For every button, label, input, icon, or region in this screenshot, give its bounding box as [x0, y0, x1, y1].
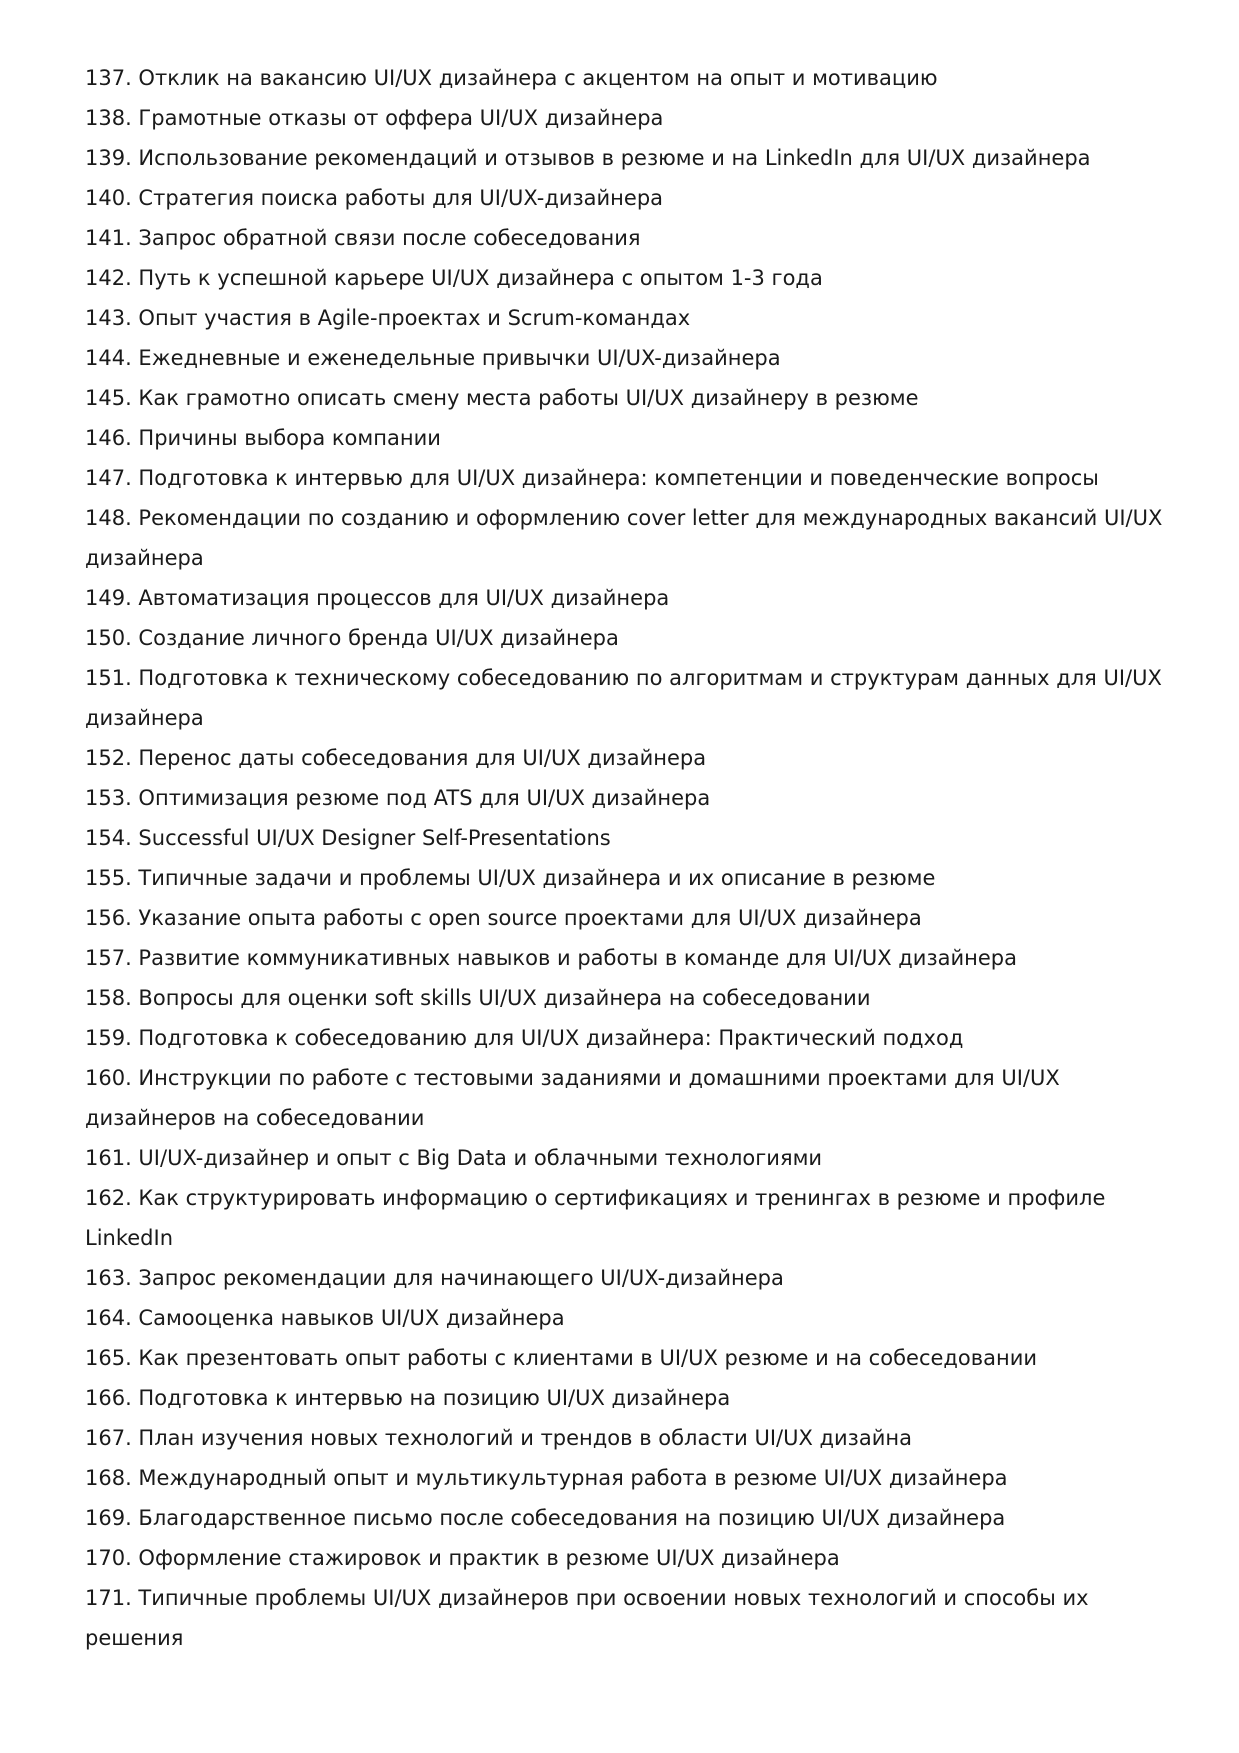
- list-item: 151. Подготовка к техническому собеседованию по алгоритмам и структурам данных для UI/UX дизайнера: [85, 666, 1162, 730]
- list-item: 156. Указание опыта работы с open source проектами для UI/UX дизайнера: [85, 906, 922, 930]
- list-item: 143. Опыт участия в Agile-проектах и Scrum-командах: [85, 306, 691, 330]
- list-item: 150. Создание личного бренда UI/UX дизайнера: [85, 626, 619, 650]
- list-item: 169. Благодарственное письмо после собеседования на позицию UI/UX дизайнера: [85, 1506, 1006, 1530]
- list-item: 168. Международный опыт и мультикультурная работа в резюме UI/UX дизайнера: [85, 1466, 1008, 1490]
- list-item: 145. Как грамотно описать смену места работы UI/UX дизайнеру в резюме: [85, 386, 919, 410]
- list-item: 159. Подготовка к собеседованию для UI/UX дизайнера: Практический подход: [85, 1026, 964, 1050]
- list-item: 137. Отклик на вакансию UI/UX дизайнера с акцентом на опыт и мотивацию: [85, 66, 938, 90]
- list-item: 154. Successful UI/UX Designer Self-Presentations: [85, 826, 611, 850]
- topic-list: [85, 58, 1165, 1658]
- list-item: 138. Грамотные отказы от оффера UI/UX дизайнера: [85, 106, 664, 130]
- list-item: 162. Как структурировать информацию о сертификациях и тренингах в резюме и профиле LinkedIn: [85, 1186, 1106, 1250]
- list-item: 153. Оптимизация резюме под ATS для UI/UX дизайнера: [85, 786, 711, 810]
- list-item: 171. Типичные проблемы UI/UX дизайнеров при освоении новых технологий и способы их решения: [85, 1586, 1089, 1650]
- list-item: 146. Причины выбора компании: [85, 426, 441, 450]
- list-item: 165. Как презентовать опыт работы с клиентами в UI/UX резюме и на собеседовании: [85, 1346, 1038, 1370]
- list-item: 161. UI/UX-дизайнер и опыт с Big Data и облачными технологиями: [85, 1146, 823, 1170]
- list-item: 163. Запрос рекомендации для начинающего UI/UX-дизайнера: [85, 1266, 784, 1290]
- list-item: 160. Инструкции по работе с тестовыми заданиями и домашними проектами для UI/UX дизайнеров на собеседовании: [85, 1066, 1060, 1130]
- list-item: 142. Путь к успешной карьере UI/UX дизайнера с опытом 1-3 года: [85, 266, 823, 290]
- list-item: 167. План изучения новых технологий и трендов в области UI/UX дизайна: [85, 1426, 912, 1450]
- list-item: 147. Подготовка к интервью для UI/UX дизайнера: компетенции и поведенческие вопросы: [85, 466, 1099, 490]
- list-item: 164. Самооценка навыков UI/UX дизайнера: [85, 1306, 565, 1330]
- list-item: 149. Автоматизация процессов для UI/UX дизайнера: [85, 586, 670, 610]
- list-item: 139. Использование рекомендаций и отзывов в резюме и на LinkedIn для UI/UX дизайнера: [85, 146, 1091, 170]
- list-item: 141. Запрос обратной связи после собеседования: [85, 226, 641, 250]
- list-item: 144. Ежедневные и еженедельные привычки UI/UX-дизайнера: [85, 346, 781, 370]
- list-item: 140. Стратегия поиска работы для UI/UX-дизайнера: [85, 186, 664, 210]
- list-item: 148. Рекомендации по созданию и оформлению cover letter для международных вакансий UI/UX дизайнера: [85, 506, 1163, 570]
- list-item: 158. Вопросы для оценки soft skills UI/UX дизайнера на собеседовании: [85, 986, 871, 1010]
- list-item: 152. Перенос даты собеседования для UI/UX дизайнера: [85, 746, 707, 770]
- list-item: 170. Оформление стажировок и практик в резюме UI/UX дизайнера: [85, 1546, 840, 1570]
- list-item: 155. Типичные задачи и проблемы UI/UX дизайнера и их описание в резюме: [85, 866, 936, 890]
- list-item: 166. Подготовка к интервью на позицию UI/UX дизайнера: [85, 1386, 731, 1410]
- list-item: 157. Развитие коммуникативных навыков и работы в команде для UI/UX дизайнера: [85, 946, 1017, 970]
- document-page: [85, 58, 1165, 1658]
